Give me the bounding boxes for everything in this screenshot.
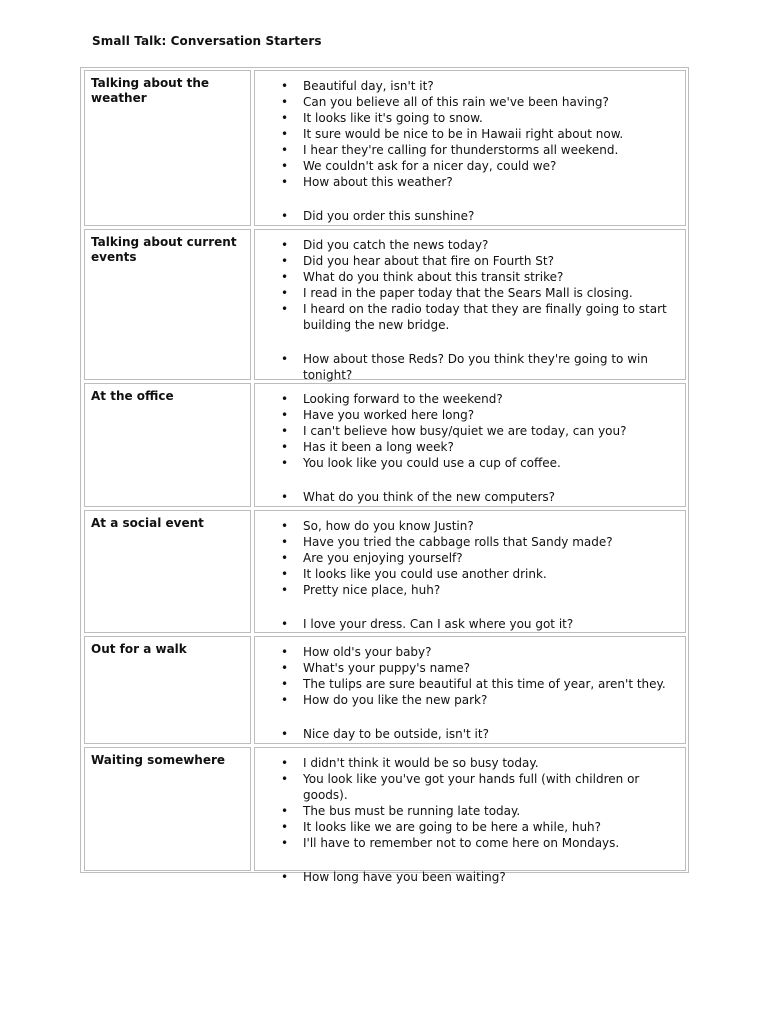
question-text: How old's your baby? bbox=[303, 645, 432, 659]
list-item bbox=[255, 351, 685, 383]
list-item bbox=[255, 158, 685, 174]
bullet-icon: • bbox=[281, 836, 289, 850]
question-text: I love your dress. Can I ask where you got it? bbox=[303, 617, 574, 631]
list-item bbox=[255, 94, 685, 110]
bullet-icon: • bbox=[281, 352, 289, 366]
topic-label: Talking about current events bbox=[91, 235, 237, 264]
questions-cell bbox=[254, 636, 686, 744]
bullet-icon: • bbox=[281, 820, 289, 834]
bullet-icon: • bbox=[281, 693, 289, 707]
question-text: What's your puppy's name? bbox=[303, 661, 471, 675]
topic-label: Waiting somewhere bbox=[91, 753, 226, 767]
list-item bbox=[255, 869, 685, 885]
bullet-icon: • bbox=[281, 424, 289, 438]
bullet-icon: • bbox=[281, 756, 289, 770]
list-item bbox=[255, 391, 685, 407]
list-item bbox=[255, 550, 685, 566]
list-item bbox=[255, 644, 685, 660]
question-text: It looks like you could use another drink. bbox=[303, 567, 547, 581]
topic-cell bbox=[84, 510, 251, 633]
bullet-icon: • bbox=[281, 519, 289, 533]
list-item bbox=[255, 269, 685, 285]
document-title: Small Talk: Conversation Starters bbox=[92, 34, 322, 48]
bullet-icon: • bbox=[281, 95, 289, 109]
bullet-icon: • bbox=[281, 617, 289, 631]
question-text: Did you catch the news today? bbox=[303, 238, 489, 252]
list-item bbox=[255, 78, 685, 94]
bullet-icon: • bbox=[281, 392, 289, 406]
bullet-icon: • bbox=[281, 677, 289, 691]
bullet-icon: • bbox=[281, 661, 289, 675]
bullet-icon: • bbox=[281, 127, 289, 141]
bullet-icon: • bbox=[281, 209, 289, 223]
question-text: The tulips are sure beautiful at this time of year, aren't they. bbox=[303, 677, 666, 691]
list-item bbox=[255, 660, 685, 676]
question-text: Did you hear about that fire on Fourth St? bbox=[303, 254, 554, 268]
topic-label: At the office bbox=[91, 389, 174, 403]
bullet-icon: • bbox=[281, 302, 289, 316]
topic-cell bbox=[84, 747, 251, 871]
list-item bbox=[255, 142, 685, 158]
bullet-icon: • bbox=[281, 286, 289, 300]
question-text: How long have you been waiting? bbox=[303, 870, 506, 884]
question-text: It looks like we are going to be here a while, huh? bbox=[303, 820, 602, 834]
question-text: Looking forward to the weekend? bbox=[303, 392, 503, 406]
questions-cell bbox=[254, 747, 686, 884]
list-item bbox=[255, 534, 685, 550]
list-item bbox=[255, 518, 685, 534]
bullet-icon: • bbox=[281, 408, 289, 422]
question-text: I hear they're calling for thunderstorms all weekend. bbox=[303, 143, 619, 157]
list-item bbox=[255, 726, 685, 742]
question-text: You look like you could use a cup of coffee. bbox=[303, 456, 561, 470]
list-item bbox=[255, 455, 685, 471]
topic-label: Out for a walk bbox=[91, 642, 187, 656]
questions-cell bbox=[254, 229, 686, 380]
bullet-icon: • bbox=[281, 111, 289, 125]
bullet-icon: • bbox=[281, 727, 289, 741]
list-item bbox=[255, 301, 685, 333]
bullet-icon: • bbox=[281, 551, 289, 565]
question-text: I'll have to remember not to come here on Mondays. bbox=[303, 836, 620, 850]
questions-cell bbox=[254, 510, 686, 633]
list-item bbox=[255, 407, 685, 423]
question-text: Pretty nice place, huh? bbox=[303, 583, 441, 597]
question-text: I read in the paper today that the Sears Mall is closing. bbox=[303, 286, 633, 300]
question-text: What do you think of the new computers? bbox=[303, 490, 555, 504]
list-item bbox=[255, 835, 685, 851]
bullet-icon: • bbox=[281, 870, 289, 884]
list-item bbox=[255, 237, 685, 253]
list-item bbox=[255, 174, 685, 190]
bullet-icon: • bbox=[281, 535, 289, 549]
bullet-icon: • bbox=[281, 79, 289, 93]
list-item bbox=[255, 803, 685, 819]
question-list bbox=[255, 237, 685, 383]
question-text: So, how do you know Justin? bbox=[303, 519, 474, 533]
list-item bbox=[255, 110, 685, 126]
bullet-icon: • bbox=[281, 804, 289, 818]
question-text: How about this weather? bbox=[303, 175, 453, 189]
question-text: It sure would be nice to be in Hawaii right about now. bbox=[303, 127, 624, 141]
bullet-icon: • bbox=[281, 238, 289, 252]
question-text: Beautiful day, isn't it? bbox=[303, 79, 434, 93]
question-text: Did you order this sunshine? bbox=[303, 209, 475, 223]
topic-cell bbox=[84, 383, 251, 507]
list-item bbox=[255, 285, 685, 301]
list-item bbox=[255, 819, 685, 835]
list-item bbox=[255, 616, 685, 632]
conversation-table bbox=[80, 67, 689, 884]
question-text: The bus must be running late today. bbox=[303, 804, 521, 818]
list-item bbox=[255, 439, 685, 455]
question-list bbox=[255, 391, 685, 505]
list-item bbox=[255, 208, 685, 224]
list-item bbox=[255, 566, 685, 582]
topic-label: Talking about the weather bbox=[91, 76, 210, 105]
list-item bbox=[255, 423, 685, 439]
question-text: How do you like the new park? bbox=[303, 693, 488, 707]
topic-cell bbox=[84, 229, 251, 380]
bullet-icon: • bbox=[281, 772, 289, 786]
question-list bbox=[255, 644, 685, 742]
question-text: Nice day to be outside, isn't it? bbox=[303, 727, 489, 741]
question-text: Are you enjoying yourself? bbox=[303, 551, 463, 565]
bullet-icon: • bbox=[281, 490, 289, 504]
question-text: Can you believe all of this rain we've been having? bbox=[303, 95, 609, 109]
question-text: What do you think about this transit strike? bbox=[303, 270, 564, 284]
list-item bbox=[255, 582, 685, 598]
list-item bbox=[255, 755, 685, 771]
bullet-icon: • bbox=[281, 567, 289, 581]
question-list bbox=[255, 755, 685, 885]
bullet-icon: • bbox=[281, 645, 289, 659]
question-text: Have you tried the cabbage rolls that Sandy made? bbox=[303, 535, 613, 549]
question-text: You look like you've got your hands full (with children or goods). bbox=[303, 772, 640, 802]
list-item bbox=[255, 771, 685, 803]
list-item bbox=[255, 692, 685, 708]
bullet-icon: • bbox=[281, 456, 289, 470]
question-text: Has it been a long week? bbox=[303, 440, 454, 454]
question-text: How about those Reds? Do you think they're going to win tonight? bbox=[303, 352, 648, 382]
bullet-icon: • bbox=[281, 583, 289, 597]
list-item bbox=[255, 489, 685, 505]
question-list bbox=[255, 78, 685, 224]
topic-cell bbox=[84, 70, 251, 226]
bullet-icon: • bbox=[281, 175, 289, 189]
bullet-icon: • bbox=[281, 143, 289, 157]
topic-cell bbox=[84, 636, 251, 744]
bullet-icon: • bbox=[281, 254, 289, 268]
question-text: I heard on the radio today that they are finally going to start building the new bridge. bbox=[303, 302, 667, 332]
question-text: It looks like it's going to snow. bbox=[303, 111, 483, 125]
question-text: We couldn't ask for a nicer day, could we? bbox=[303, 159, 557, 173]
list-item bbox=[255, 253, 685, 269]
question-text: I can't believe how busy/quiet we are today, can you? bbox=[303, 424, 627, 438]
list-item bbox=[255, 676, 685, 692]
question-text: I didn't think it would be so busy today. bbox=[303, 756, 539, 770]
questions-cell bbox=[254, 70, 686, 226]
topic-label: At a social event bbox=[91, 516, 204, 530]
question-text: Have you worked here long? bbox=[303, 408, 475, 422]
list-item bbox=[255, 126, 685, 142]
questions-cell bbox=[254, 383, 686, 507]
question-list bbox=[255, 518, 685, 632]
bullet-icon: • bbox=[281, 270, 289, 284]
bullet-icon: • bbox=[281, 159, 289, 173]
bullet-icon: • bbox=[281, 440, 289, 454]
